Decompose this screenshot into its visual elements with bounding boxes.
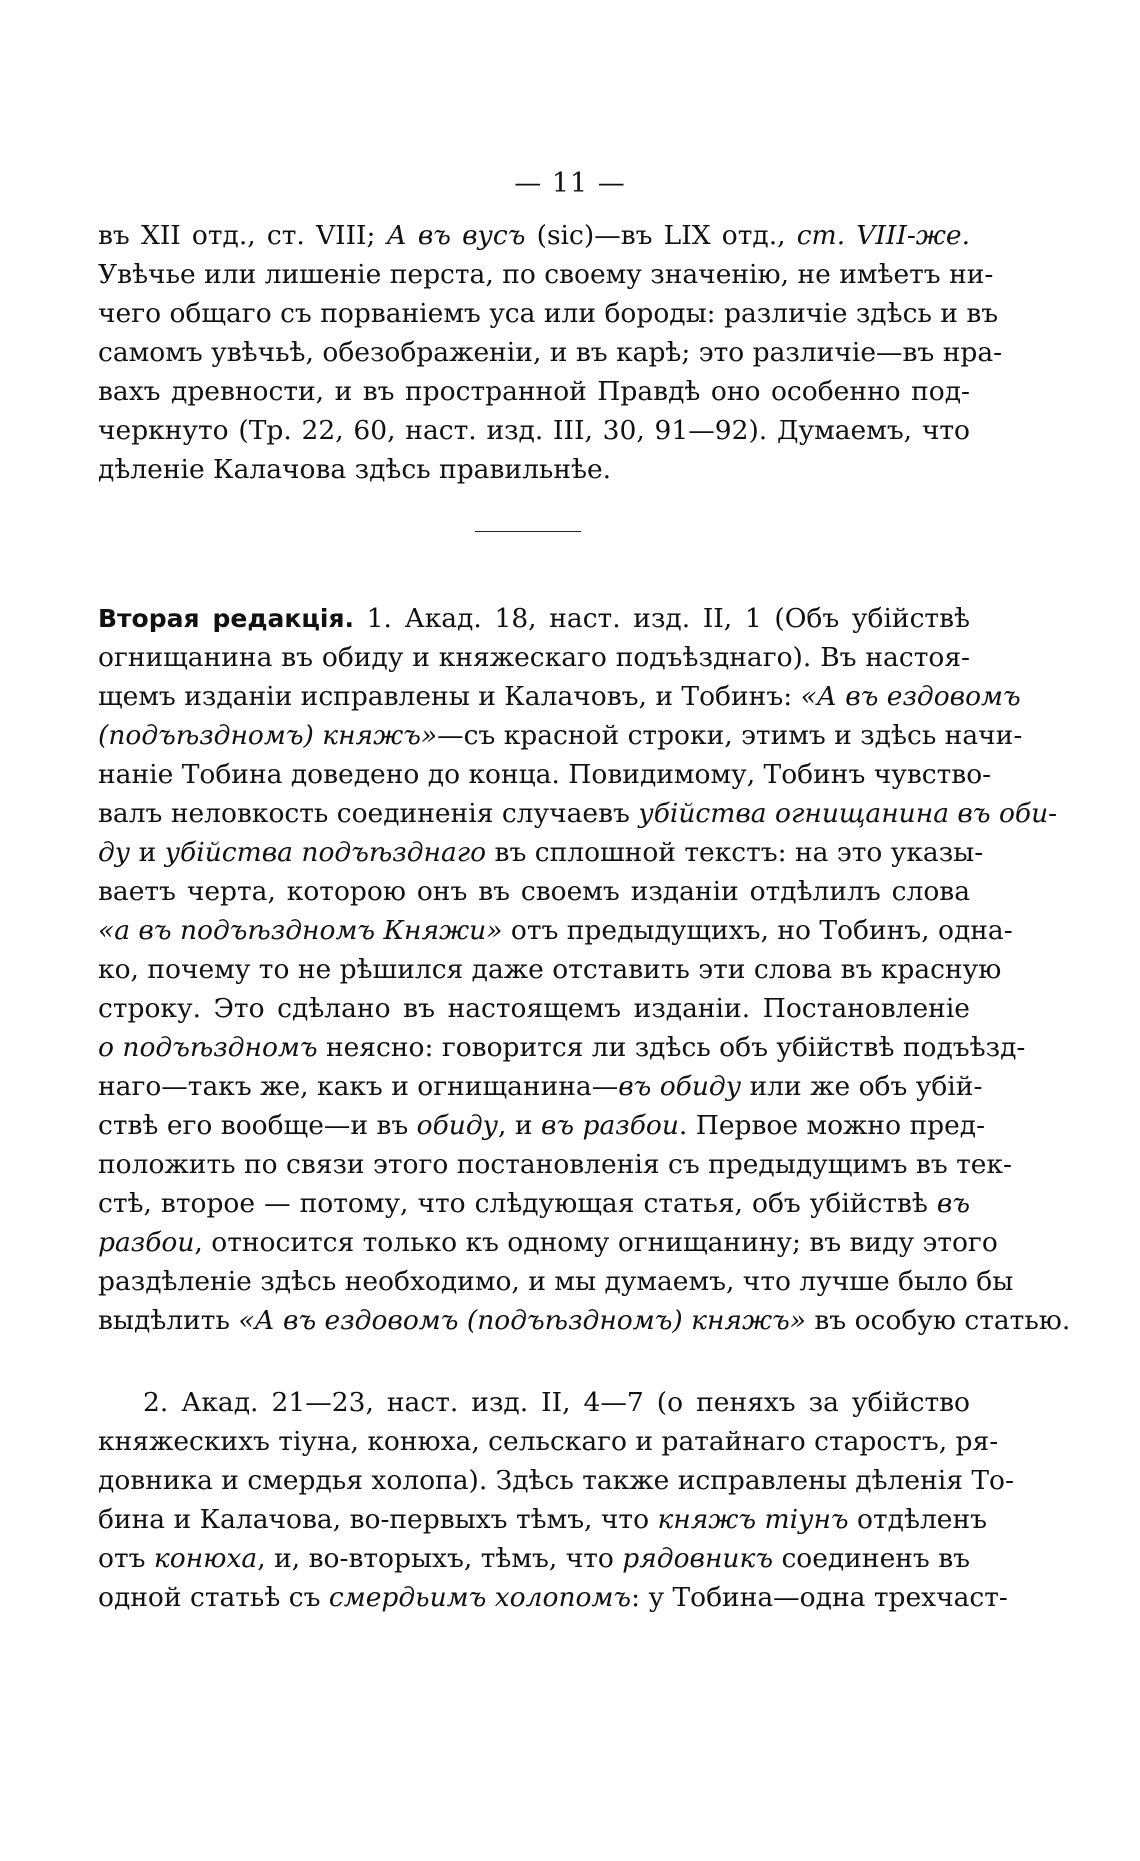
- text-line: княжескихъ тіуна, конюха, сельскаго и ратайнаго старостъ, ря-: [98, 1426, 999, 1457]
- text-line: вахъ древности, и въ пространной Правдѣ оно особенно под-: [98, 376, 970, 407]
- paragraph-second-redaction: [98, 603, 1071, 1344]
- section-divider: [475, 531, 581, 532]
- text-line: о подъѣздномъ неясно: говорится ли здѣсь объ убійствѣ подъѣзд-: [98, 1032, 1026, 1063]
- text-line: (подъѣздномъ) княжъ»—съ красной строки, этимъ и здѣсь начи-: [98, 720, 1023, 751]
- paragraph-item-2: [98, 1387, 1014, 1621]
- text-line: 2. Акад. 21—23, наст. изд. II, 4—7 (о пеняхъ за убійство: [143, 1387, 970, 1418]
- text-line: раздѣленіе здѣсь необходимо, и мы думаемъ, что лучше было бы: [98, 1266, 1014, 1297]
- text-line: наніе Тобина доведено до конца. Повидимому, Тобинъ чувство-: [98, 759, 992, 790]
- text-line: выдѣлить «А въ ездовомъ (подъѣздномъ) княжъ» въ особую статью.: [98, 1305, 1071, 1336]
- text-line: ствѣ его вообще—и въ обиду, и въ разбои. Первое можно пред-: [98, 1110, 986, 1141]
- text-line: положить по связи этого постановленія съ предыдущимъ въ тек-: [98, 1149, 1012, 1180]
- text-run: 1. Акад. 18, наст. изд. II, 1 (Объ убійствѣ: [354, 603, 970, 634]
- text-line: черкнуто (Тр. 22, 60, наст. изд. III, 30, 91—92). Думаемъ, что: [98, 415, 970, 446]
- text-line: одной статьѣ съ смердьимъ холопомъ: у Тобина—одна трехчаст-: [98, 1582, 1008, 1613]
- text-line: [98, 603, 970, 642]
- text-line: щемъ изданіи исправлены и Калачовъ, и Тобинъ: «А въ ездовомъ: [98, 681, 1021, 712]
- section-heading: Вторая редакція.: [98, 604, 355, 633]
- text-line: ду и убійства подъѣзднаго въ сплошной текстъ: на это указы-: [98, 837, 984, 868]
- paragraph-first-redaction-note: [98, 220, 1003, 493]
- text-line: Увѣчье или лишеніе перста, по своему значенію, не имѣетъ ни-: [98, 259, 994, 290]
- text-line: строку. Это сдѣлано въ настоящемъ изданіи. Постановленіе: [98, 993, 970, 1024]
- text-line: стѣ, второе — потому, что слѣдующая статья, объ убійствѣ въ: [98, 1188, 970, 1219]
- text-line: въ XII отд., ст. VIII; А въ вусъ (sic)—въ LIX отд., ст. VIII-же.: [98, 220, 971, 251]
- text-line: самомъ увѣчьѣ, обезображеніи, и въ карѣ; это различіе—въ нра-: [98, 337, 1003, 368]
- text-line: разбои, относится только къ одному огнищанину; въ виду этого: [98, 1227, 998, 1258]
- text-line: чего общаго съ порваніемъ уса или бороды: различіе здѣсь и въ: [98, 298, 999, 329]
- text-line: валъ неловкость соединенія случаевъ убійства огнищанина въ оби-: [98, 798, 1058, 829]
- text-line: довника и смердья холопа). Здѣсь также исправлены дѣленія То-: [98, 1465, 1014, 1496]
- text-line: ваетъ черта, которою онъ въ своемъ изданіи отдѣлилъ слова: [98, 876, 970, 907]
- text-line: бина и Калачова, во-первыхъ тѣмъ, что княжъ тіунъ отдѣленъ: [98, 1504, 987, 1535]
- text-line: «а въ подъѣздномъ Княжи» отъ предыдущихъ, но Тобинъ, одна-: [98, 915, 1013, 946]
- text-line: ко, почему то не рѣшился даже отставить эти слова въ красную: [98, 954, 1002, 985]
- text-line: наго—такъ же, какъ и огнищанина—въ обиду или же объ убій-: [98, 1071, 983, 1102]
- text-line: огнищанина въ обиду и княжескаго подъѣзднаго). Въ настоя-: [98, 642, 970, 673]
- page-number: — 11 —: [514, 168, 626, 199]
- text-line: дѣленіе Калачова здѣсь правильнѣе.: [98, 454, 612, 485]
- text-line: отъ конюха, и, во-вторыхъ, тѣмъ, что рядовникъ соединенъ въ: [98, 1543, 970, 1574]
